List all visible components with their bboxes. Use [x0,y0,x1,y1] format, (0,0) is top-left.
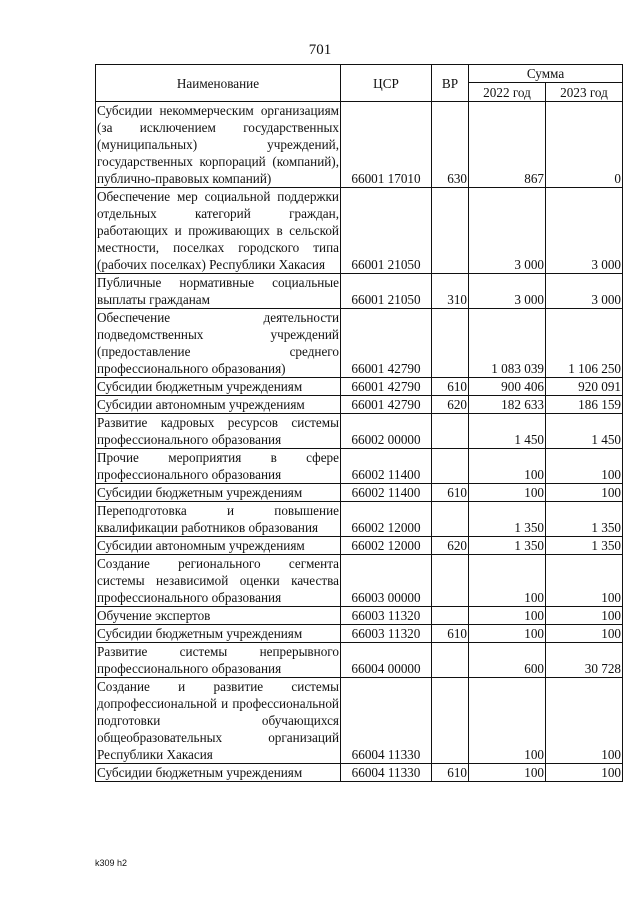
row-name: Обучение экспертов [96,607,341,625]
row-sum-2022: 3 000 [469,274,546,309]
row-sum-2023: 100 [546,449,623,484]
table-row [96,188,623,274]
row-sum-2023: 3 000 [546,188,623,274]
row-csr: 66003 11320 [341,625,432,643]
table-row [96,414,623,449]
table-row [96,378,623,396]
header-name: Наименование [96,65,341,102]
row-sum-2023: 100 [546,764,623,782]
row-sum-2022: 100 [469,449,546,484]
row-csr: 66004 00000 [341,643,432,678]
row-sum-2023: 100 [546,625,623,643]
table-row [96,625,623,643]
row-sum-2022: 100 [469,484,546,502]
row-csr: 66001 17010 [341,102,432,188]
header-year-2022: 2022 год [469,83,546,102]
row-name: Субсидии автономным учреждениям [96,396,341,414]
table-row [96,502,623,537]
row-name: Переподготовка и повышение квалификации работников образования [97,503,339,535]
row-vr: 620 [432,537,469,555]
table-row [96,102,623,188]
header-year-2023: 2023 год [546,83,623,102]
row-vr: 310 [432,274,469,309]
row-name: Публичные нормативные социальные выплаты гражданам [97,275,339,307]
table-row [96,537,623,555]
table-row [96,555,623,607]
row-vr: 610 [432,484,469,502]
header-sum: Сумма [469,65,623,83]
row-sum-2022: 600 [469,643,546,678]
table-row [96,607,623,625]
row-name: Развитие кадровых ресурсов системы профессионального образования [97,415,339,447]
row-csr: 66003 00000 [341,555,432,607]
row-name: Субсидии некоммерческим организациям (за исключением государственных (муниципальных) учреждений, государственных корпораций (компаний), публично-правовых компаний) [97,103,339,186]
row-name: Создание регионального сегмента системы независимой оценки качества профессионального образования [97,556,339,605]
header-vr: ВР [432,65,469,102]
row-sum-2023: 30 728 [546,643,623,678]
row-sum-2023: 100 [546,607,623,625]
row-vr: 620 [432,396,469,414]
row-csr: 66003 11320 [341,607,432,625]
row-vr [432,607,469,625]
row-name: Прочие мероприятия в сфере профессионального образования [97,450,339,482]
row-name: Развитие системы непрерывного профессионального образования [97,644,339,676]
header-csr: ЦСР [341,65,432,102]
table-row [96,484,623,502]
row-name: Обеспечение мер социальной поддержки отдельных категорий граждан, работающих и проживающих в сельской местности, поселках городского типа (рабочих поселках) Республики Хакасия [97,189,339,272]
row-sum-2022: 1 450 [469,414,546,449]
row-sum-2022: 182 633 [469,396,546,414]
row-name: Субсидии бюджетным учреждениям [96,625,341,643]
row-vr [432,502,469,537]
row-vr [432,449,469,484]
row-sum-2022: 1 350 [469,537,546,555]
row-sum-2023: 100 [546,678,623,764]
row-name: Субсидии бюджетным учреждениям [96,378,341,396]
row-vr [432,309,469,378]
row-sum-2022: 100 [469,607,546,625]
row-vr: 630 [432,102,469,188]
page-number: 701 [308,42,332,58]
row-sum-2022: 1 350 [469,502,546,537]
row-csr: 66001 42790 [341,396,432,414]
table-row [96,274,623,309]
row-vr [432,555,469,607]
row-sum-2023: 100 [546,555,623,607]
row-vr [432,643,469,678]
budget-table [95,64,623,782]
row-csr: 66002 11400 [341,449,432,484]
row-csr: 66001 42790 [341,378,432,396]
header-row [96,65,623,83]
row-name: Субсидии бюджетным учреждениям [96,484,341,502]
row-sum-2022: 100 [469,555,546,607]
row-sum-2022: 100 [469,678,546,764]
row-sum-2022: 3 000 [469,188,546,274]
row-name: Создание и развитие системы допрофессиональной и профессиональной подготовки обучающихся общеобразовательных организаций Республики Хакасия [97,679,339,762]
row-name: Обеспечение деятельности подведомственных учреждений (предоставление среднего профессионального образования) [97,310,339,376]
row-sum-2022: 900 406 [469,378,546,396]
table-row [96,449,623,484]
row-sum-2023: 0 [546,102,623,188]
table-row [96,643,623,678]
row-csr: 66004 11330 [341,678,432,764]
row-csr: 66002 11400 [341,484,432,502]
row-vr [432,414,469,449]
table-body [96,102,623,782]
row-vr: 610 [432,378,469,396]
row-sum-2022: 100 [469,764,546,782]
row-sum-2022: 1 083 039 [469,309,546,378]
row-sum-2023: 3 000 [546,274,623,309]
table-row [96,764,623,782]
row-vr [432,678,469,764]
row-csr: 66001 21050 [341,188,432,274]
row-vr: 610 [432,764,469,782]
row-vr [432,188,469,274]
row-csr: 66002 12000 [341,502,432,537]
row-sum-2023: 100 [546,484,623,502]
table-row [96,678,623,764]
row-csr: 66001 42790 [341,309,432,378]
table-row [96,309,623,378]
row-sum-2023: 186 159 [546,396,623,414]
row-sum-2022: 867 [469,102,546,188]
row-sum-2023: 1 450 [546,414,623,449]
row-sum-2023: 1 350 [546,537,623,555]
row-name: Субсидии бюджетным учреждениям [96,764,341,782]
row-csr: 66001 21050 [341,274,432,309]
table-row [96,396,623,414]
row-csr: 66002 12000 [341,537,432,555]
row-sum-2023: 920 091 [546,378,623,396]
row-csr: 66002 00000 [341,414,432,449]
row-name: Субсидии автономным учреждениям [96,537,341,555]
row-sum-2023: 1 350 [546,502,623,537]
row-sum-2022: 100 [469,625,546,643]
row-csr: 66004 11330 [341,764,432,782]
row-sum-2023: 1 106 250 [546,309,623,378]
row-vr: 610 [432,625,469,643]
footer-code: k309 h2 [95,858,128,868]
